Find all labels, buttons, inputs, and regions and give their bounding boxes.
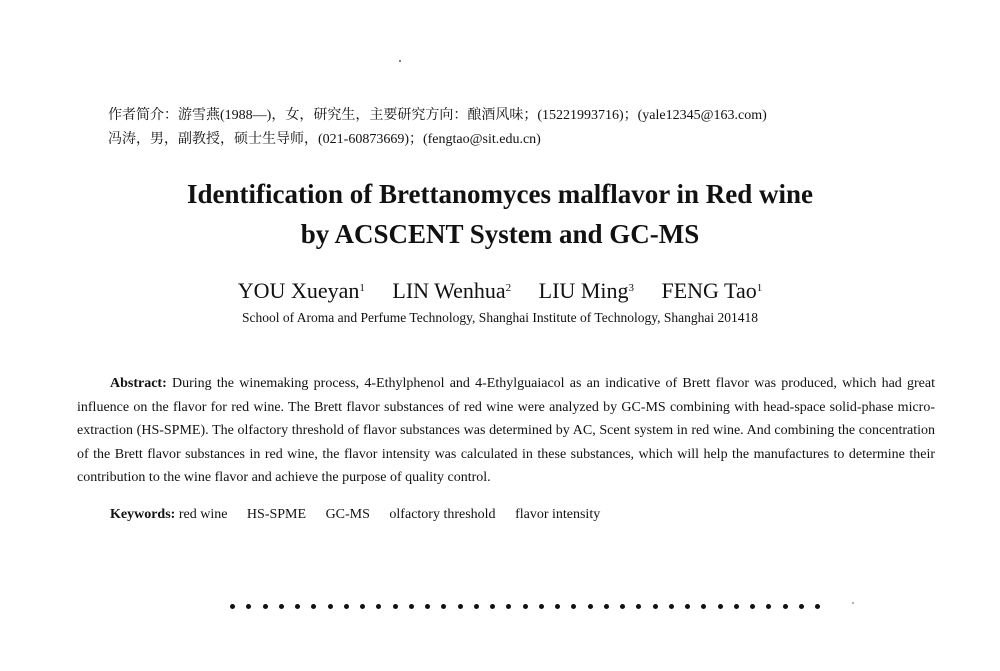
paper-title-line-1: Identification of Brettanomyces malflavor in Red wine bbox=[187, 179, 813, 209]
author-1 bbox=[238, 276, 365, 306]
keyword: red wine bbox=[178, 507, 228, 522]
separator-dot bbox=[263, 604, 268, 609]
separator-dot bbox=[441, 604, 446, 609]
keyword: GC-MS bbox=[325, 507, 370, 522]
separator-dot bbox=[376, 604, 381, 609]
separator-dot bbox=[766, 604, 771, 609]
separator-dot bbox=[815, 604, 820, 609]
separator-dot bbox=[750, 604, 755, 609]
author-info-line-2: 冯涛，男，副教授，硕士生导师，(021-60873669)；(fengtao@sit.edu.cn) bbox=[108, 132, 541, 147]
abstract-label: Abstract: bbox=[110, 376, 167, 391]
scan-speck bbox=[399, 60, 401, 62]
separator-dot bbox=[360, 604, 365, 609]
separator-dot bbox=[636, 604, 641, 609]
author-info-line-1: 作者简介：游雪燕(1988—)，女，研究生，主要研究方向：酿酒风味；(15221993716)；(yale12345@163.com) bbox=[108, 108, 767, 123]
author-affiliation-mark: 3 bbox=[628, 282, 634, 294]
author-info bbox=[108, 104, 968, 152]
separator-dot bbox=[734, 604, 739, 609]
separator-dot bbox=[344, 604, 349, 609]
abstract bbox=[77, 372, 935, 490]
separator-dot bbox=[701, 604, 706, 609]
keyword: olfactory threshold bbox=[389, 507, 496, 522]
keyword: HS-SPME bbox=[246, 507, 307, 522]
separator-dot bbox=[669, 604, 674, 609]
separator-dot bbox=[279, 604, 284, 609]
affiliation: School of Aroma and Perfume Technology, Shanghai Institute of Technology, Shanghai 201418 bbox=[242, 310, 758, 325]
dot-separator bbox=[230, 604, 820, 609]
separator-dot bbox=[555, 604, 560, 609]
separator-dot bbox=[425, 604, 430, 609]
abstract-text: During the winemaking process, 4-Ethylphenol and 4-Ethylguaiacol as an indicative of Brett flavor was produced, which had great influence on the flavor for red wine. The Brett flavor substances of red wine were analyzed by GC-MS combining with head-space solid-phase micro-extraction (HS-SPME). The olfactory threshold of flavor substances was determined by AC, Scent system in red wine. And combining the concentration of the Brett flavor substances in red wine, the flavor intensity was calculated in these substances, which will help the manufactures to determine their contribution to the wine flavor and achieve the purpose of quality control. bbox=[77, 376, 935, 485]
author-name: YOU Xueyan bbox=[237, 278, 360, 303]
separator-dot bbox=[604, 604, 609, 609]
separator-dot bbox=[490, 604, 495, 609]
author-affiliation-mark: 2 bbox=[505, 282, 512, 294]
separator-dot bbox=[311, 604, 316, 609]
separator-dot bbox=[799, 604, 804, 609]
author-name: LIN Wenhua bbox=[392, 278, 506, 303]
scan-speck bbox=[852, 602, 854, 604]
separator-dot bbox=[523, 604, 528, 609]
separator-dot bbox=[474, 604, 479, 609]
separator-dot bbox=[783, 604, 788, 609]
author-name: FENG Tao bbox=[661, 278, 757, 303]
separator-dot bbox=[588, 604, 593, 609]
separator-dot bbox=[653, 604, 658, 609]
author-list bbox=[0, 276, 1000, 306]
separator-dot bbox=[295, 604, 300, 609]
separator-dot bbox=[328, 604, 333, 609]
separator-dot bbox=[409, 604, 414, 609]
author-affiliation-mark: 1 bbox=[756, 282, 763, 294]
author-4 bbox=[662, 276, 763, 306]
separator-dot bbox=[458, 604, 463, 609]
separator-dot bbox=[246, 604, 251, 609]
keywords bbox=[110, 503, 616, 527]
keywords-label: Keywords: bbox=[110, 507, 176, 522]
separator-dot bbox=[230, 604, 235, 609]
separator-dot bbox=[718, 604, 723, 609]
separator-dot bbox=[539, 604, 544, 609]
author-3 bbox=[539, 276, 634, 306]
separator-dot bbox=[393, 604, 398, 609]
keyword: flavor intensity bbox=[515, 507, 601, 522]
separator-dot bbox=[620, 604, 625, 609]
author-name: LIU Ming bbox=[538, 278, 629, 303]
paper-title-line-2: by ACSCENT System and GC-MS bbox=[300, 219, 700, 249]
separator-dot bbox=[685, 604, 690, 609]
author-affiliation-mark: 1 bbox=[359, 282, 365, 294]
separator-dot bbox=[571, 604, 576, 609]
author-2 bbox=[392, 276, 511, 306]
separator-dot bbox=[506, 604, 511, 609]
